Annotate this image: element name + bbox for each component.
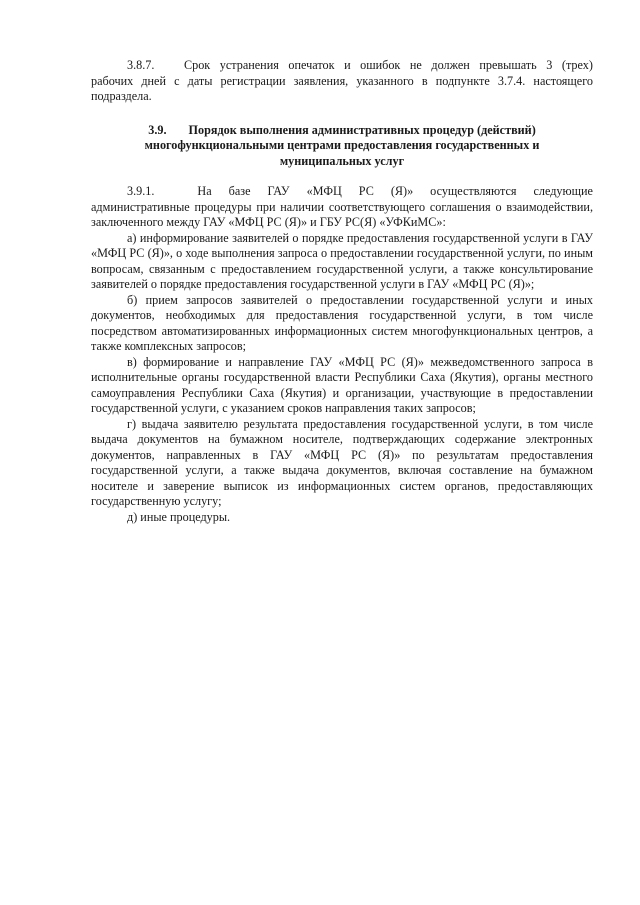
clause-word: превышать <box>479 58 537 72</box>
clause-word: На <box>197 184 212 198</box>
clause-word: «МФЦ <box>306 184 342 198</box>
clause-word: должен <box>431 58 470 72</box>
clause-number: 3.8.7. <box>127 58 155 72</box>
section-3-9-heading <box>91 123 593 170</box>
clause-word: устранения <box>219 58 279 72</box>
document-body <box>91 58 593 525</box>
clause-word: РС <box>358 184 374 198</box>
clause-word: (трех) <box>561 58 593 72</box>
clause-number: 3.9.1. <box>127 184 155 198</box>
section-number: 3.9. <box>148 122 167 137</box>
clause-word: ГАУ <box>267 184 290 198</box>
clause-word: 3 <box>546 58 553 72</box>
clause-3-8-7-first-line <box>91 58 593 74</box>
list-item-g: г) выдача заявителю результата предоставления государственной услуги, в том числе выдача документов на бумажном носителе, подтверждающих содержание электронных документов, направленных в ГАУ «МФЦ РС (Я)» по результатам предоставления государственной услуги, а также выдача документов, включая составление на бумажном носителе и заверение выписок из информационных систем органов, предоставляющих государственную услугу; <box>91 416 593 508</box>
clause-3-9-1-text: административные процедуры при наличии соответствующего соглашения о взаимодействии, заключенного между ГАУ «МФЦ РС (Я)» и ГБУ РС(Я) «УФКиМС»: <box>91 199 593 229</box>
list-item-d: д) иные процедуры. <box>127 509 231 524</box>
clause-word: следующие <box>533 184 593 198</box>
clause-3-8-7-text: рабочих дней с даты регистрации заявления, указанного в подпункте 3.7.4. настоящего подраздела. <box>91 73 593 103</box>
list-item-v: в) формирование и направление ГАУ «МФЦ РС (Я)» межведомственного запроса в исполнительные органы государственной власти Республики Саха (Якутия), органы местного самоуправления Республики Саха (Якутия) и организации, участвующие в предоставлении государственной услуги, с указанием сроков направления таких запросов; <box>91 354 593 415</box>
spacer <box>91 169 593 184</box>
clause-word: не <box>409 58 422 72</box>
clause-3-9-1-first-line <box>91 184 593 200</box>
clause-word: Срок <box>183 58 211 72</box>
clause-word: и <box>344 58 351 72</box>
list-item-a: а) информирование заявителей о порядке предоставления государственной услуги в ГАУ «МФЦ РС (Я)», о ходе выполнения запроса о предоставлении государственной услуги, по иным вопросам, связанным с предоставлением государственной услуги, а также консультирование заявителей о порядке предоставления государственной услуги в ГАУ «МФЦ РС (Я)»; <box>91 230 593 291</box>
clause-word: базе <box>228 184 251 198</box>
list-item-b: б) прием запросов заявителей о предоставлении государственной услуги и иных документов, необходимых для предоставления государственной услуги, в том числе посредством автоматизированных информационных систем многофункциональных центров, а также комплексных запросов; <box>91 292 593 353</box>
clause-word: опечаток <box>288 58 335 72</box>
clause-word: осуществляются <box>430 184 517 198</box>
section-title: Порядок выполнения административных процедур (действий) многофункциональными центрами предоставления государственных и муниципальных услуг <box>144 122 540 168</box>
clause-word: (Я)» <box>390 184 414 198</box>
clause-word: ошибок <box>360 58 401 72</box>
